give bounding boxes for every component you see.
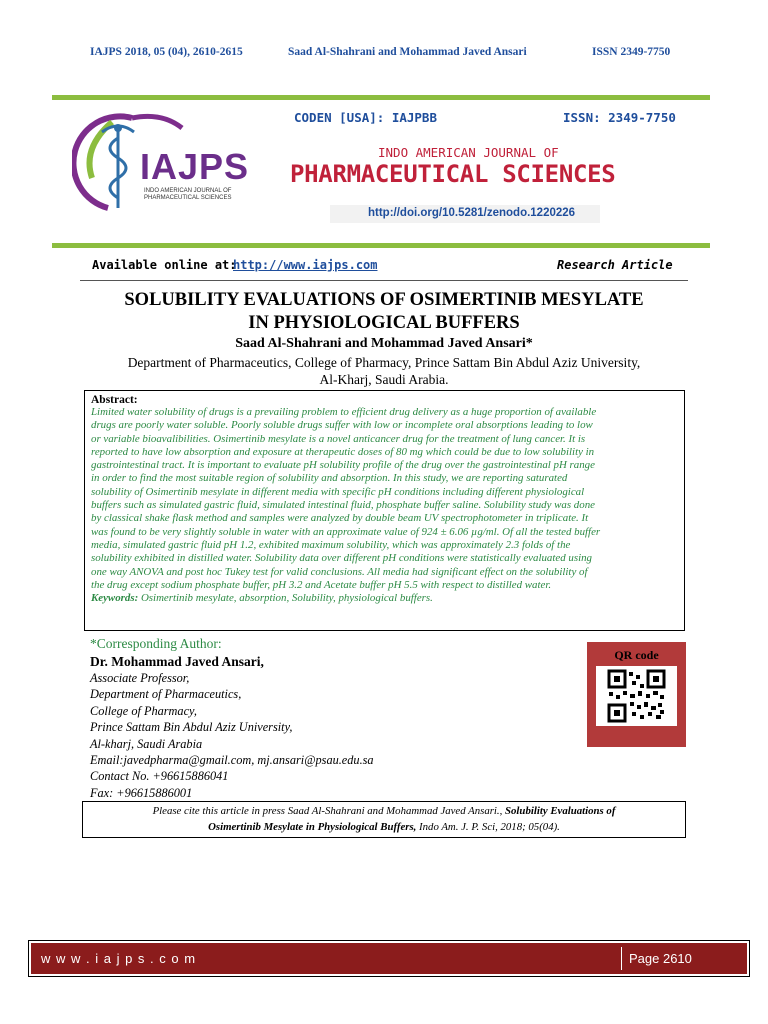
author-department: Department of Pharmaceutics, (90, 687, 242, 702)
header-issn: ISSN 2349-7750 (592, 46, 671, 58)
qr-code-panel (587, 642, 686, 747)
citation-title-part1: Solubility Evaluations of (505, 805, 616, 817)
corresponding-author-name: Dr. Mohammad Javed Ansari, (90, 654, 264, 669)
article-authors: Saad Al-Shahrani and Mohammad Javed Ansari* (235, 336, 533, 351)
abstract-line: media, simulated gastric fluid pH 1.2, exhibited maximum solubility, which was approximately 2.3 folds of the (91, 538, 571, 551)
author-university: Prince Sattam Bin Abdul Aziz University, (90, 720, 293, 735)
journal-name-large: PHARMACEUTICAL SCIENCES (290, 160, 616, 188)
corresponding-author-label: *Corresponding Author: (90, 636, 222, 651)
journal-website-link[interactable]: http://www.iajps.com (233, 258, 378, 272)
abstract-line: solubility exhibited in distilled water. Solubility data over different pH conditions were statistically evaluated using (91, 552, 593, 565)
citation-box (82, 801, 686, 838)
author-email[interactable]: Email:javedpharma@gmail.com, mj.ansari@psau.edu.sa (90, 753, 374, 768)
qr-code-label: QR code (614, 648, 659, 662)
keywords-text: Osimertinib mesylate, absorption, Solubility, physiological buffers. (140, 592, 433, 605)
footer-url[interactable]: w w w . i a j p s . c o m (41, 951, 197, 966)
author-location: Al-kharj, Saudi Arabia (90, 736, 203, 751)
abstract-line: reported to have low absorption and exposure at therapeutic doses of 80 mg which could be due to low solubility in (91, 445, 595, 458)
author-fax: Fax: +96615886001 (90, 785, 193, 800)
author-contact: Contact No. +96615886041 (90, 769, 229, 784)
department-line2: Al-Kharj, Saudi Arabia. (319, 372, 449, 387)
doi-link[interactable]: http://doi.org/10.5281/zenodo.1220226 (368, 207, 576, 219)
abstract-text (91, 406, 678, 605)
citation-suffix: Indo Am. J. P. Sci, 2018; 05(04). (419, 821, 560, 833)
qr-code-frame (596, 666, 677, 726)
abstract-line: Limited water solubility of drugs is a prevailing problem to efficient drug delivery as a huge proportion of available (91, 406, 597, 418)
abstract-line: by classical shake flask method and samples were analyzed by double beam UV spectrophotometer in triplicate. It (91, 512, 589, 525)
masthead-issn: ISSN: 2349-7750 (563, 110, 676, 125)
abstract-line: gastrointestinal tract. It is important to evaluate pH solubility profile of the drug over the gastrointestinal pH range (91, 459, 595, 472)
qr-code-icon[interactable] (596, 666, 677, 726)
journal-name-small: INDO AMERICAN JOURNAL OF (378, 145, 559, 160)
citation-prefix: Please cite this article in press Saad Al-Shahrani and Mohammad Javed Ansari., (152, 805, 503, 817)
masthead-rule (52, 243, 710, 248)
abstract-line: or variable bioavalibilities. Osimertinib mesylate is a novel anticancer drug for the treatment of lung cancer. It is (91, 432, 586, 445)
footer-page-number: Page 2610 (629, 951, 692, 966)
abstract-line: one way ANOVA and post hoc Tukey test for valid conclusions. All media had significant effect on the solubility of (91, 565, 588, 578)
coden: CODEN [USA]: IAJPBB (294, 110, 437, 125)
abstract-line: buffers such as simulated gastric fluid, simulated intestinal fluid, phosphate buffer saline. Solubility study was done (91, 499, 595, 512)
logo-text: IAJPS (140, 146, 250, 187)
abstract-line: drugs are poorly water soluble. Poorly soluble drugs suffer with low or incomplete oral absorptions leading to low (91, 419, 593, 432)
citation-title-part2: Osimertinib Mesylate in Physiological Buffers, (208, 821, 417, 833)
abstract-line: the drug except sodium phosphate buffer, pH 3.2 and Acetate buffer pH 5.5 with respect to distilled water. (91, 578, 552, 591)
author-college: College of Pharmacy, (90, 703, 197, 718)
header-citation: IAJPS 2018, 05 (04), 2610-2615 (90, 46, 243, 58)
article-title-line1: SOLUBILITY EVALUATIONS OF OSIMERTINIB MESYLATE (124, 290, 644, 310)
keywords-label: Keywords: (91, 592, 139, 605)
abstract-line: solubility of Osimertinib mesylate in different media with specific pH conditions including different physiological (91, 485, 585, 498)
article-type: Research Article (557, 258, 673, 272)
footer-inner (31, 943, 747, 974)
header-rule (52, 95, 710, 100)
journal-logo (72, 108, 252, 220)
citation-line2 (83, 819, 685, 835)
abstract-line: was found to be very slightly soluble in water with an approximate value of 924 ± 6.06 µg/ml. Of all the tested buffer (91, 525, 601, 538)
abstract-box (84, 390, 685, 631)
logo-subtext: INDO AMERICAN JOURNAL OF PHARMACEUTICAL SCIENCES (144, 188, 232, 201)
article-title-line2: IN PHYSIOLOGICAL BUFFERS (248, 313, 520, 333)
department-line1: Department of Pharmaceutics, College of Pharmacy, Prince Sattam Bin Abdul Aziz University, (127, 355, 641, 370)
availability-rule (80, 280, 688, 281)
abstract-label: Abstract: (91, 394, 138, 406)
author-title: Associate Professor, (90, 671, 190, 685)
corresponding-author-details (90, 670, 374, 801)
citation-line1 (83, 803, 685, 819)
available-online-label: Available online at: (92, 258, 237, 272)
abstract-line: in order to find the most suitable region of solubility and absorption. In this study, we are reporting saturated (91, 472, 568, 485)
header-authors: Saad Al-Shahrani and Mohammad Javed Ansari (288, 46, 527, 58)
footer-bar (28, 940, 750, 977)
